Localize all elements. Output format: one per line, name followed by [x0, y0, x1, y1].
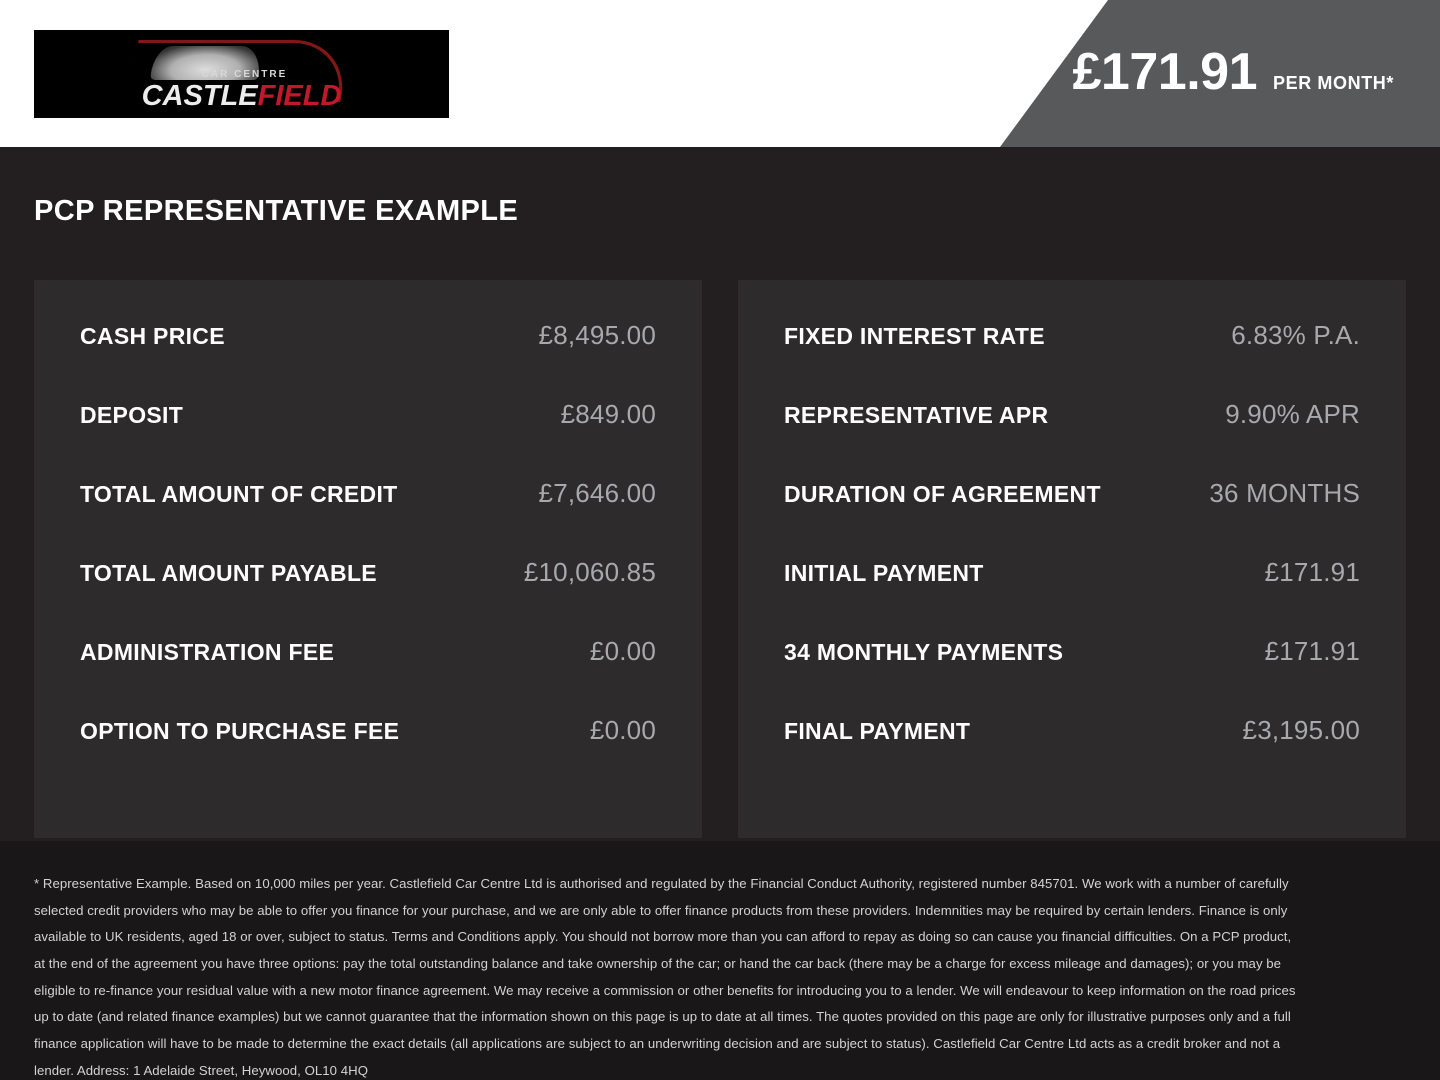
row-value: 9.90% APR: [1225, 399, 1360, 429]
table-row: [80, 399, 656, 478]
row-value: £7,646.00: [538, 478, 656, 508]
table-row: [80, 557, 656, 636]
cost-details-card: [34, 280, 702, 838]
table-row: [784, 636, 1360, 715]
row-value: £171.91: [1264, 557, 1360, 587]
logo-wordmark: [142, 82, 342, 111]
table-row: [80, 715, 656, 794]
table-row: [80, 636, 656, 715]
table-row: [784, 557, 1360, 636]
row-label: FINAL PAYMENT: [784, 718, 971, 744]
disclaimer-text: * Representative Example. Based on 10,000 miles per year. Castlefield Car Centre Ltd is authorised and regulated by the Financial Conduct Authority, registered number 845701. We work with a number of carefully selected credit providers who may be able to offer you finance for your purchase, and we are only able to offer finance products from these providers. Indemnities may be required by certain lenders. Finance is only available to UK residents, aged 18 or over, subject to status. Terms and Conditions apply. You should not borrow more than you can afford to repay as doing so can cause you financial difficulties. On a PCP product, at the end of the agreement you have three options: pay the total outstanding balance and take ownership of the car; or hand the car back (there may be a charge for excess mileage and damages); or you may be eligible to re-finance your residual value with a new motor finance agreement. We may receive a commission or other benefits for introducing you to a lender. We will endeavour to keep information on the road prices up to date (and related finance examples) but we cannot guarantee that the information shown on this page is up to date at all times. The quotes provided on this page are only for illustrative purposes only and a full finance application will have to be made to determine the exact details (all applications are subject to an underwriting decision and are subject to status). Castlefield Car Centre Ltd acts as a credit broker and not a lender. Address: 1 Adelaide Street, Heywood, OL10 4HQ: [34, 876, 1296, 1078]
row-label: REPRESENTATIVE APR: [784, 402, 1049, 428]
logo-word-castle: CASTLE: [141, 80, 258, 112]
table-row: [784, 399, 1360, 478]
terms-details-card: [738, 280, 1406, 838]
table-row: [80, 320, 656, 399]
row-value: £171.91: [1264, 636, 1360, 666]
logo-word-field: FIELD: [257, 80, 342, 112]
row-label: INITIAL PAYMENT: [784, 560, 984, 586]
table-row: [784, 320, 1360, 399]
price-period-label: PER MONTH*: [1272, 73, 1394, 93]
row-label: OPTION TO PURCHASE FEE: [80, 718, 400, 744]
row-label: ADMINISTRATION FEE: [80, 639, 335, 665]
table-row: [80, 478, 656, 557]
disclaimer-section: [0, 841, 1440, 1080]
page-header: [0, 0, 1440, 147]
row-value: 36 MONTHS: [1209, 478, 1360, 508]
table-row: [784, 478, 1360, 557]
row-label: TOTAL AMOUNT PAYABLE: [80, 560, 377, 586]
details-cards: [34, 280, 1406, 838]
headline-price: [1072, 43, 1394, 101]
logo-top-text: CAR CENTRE: [201, 69, 288, 80]
row-value: £849.00: [560, 399, 656, 429]
row-value: £0.00: [589, 636, 656, 666]
row-value: 6.83% P.A.: [1231, 320, 1360, 350]
logo-text: [34, 70, 449, 111]
row-value: £8,495.00: [538, 320, 656, 350]
logo-graphic: [34, 30, 449, 118]
page-title: PCP REPRESENTATIVE EXAMPLE: [34, 195, 519, 227]
table-row: [784, 715, 1360, 794]
main-content: [0, 147, 1440, 841]
row-label: 34 MONTHLY PAYMENTS: [784, 639, 1064, 665]
brand-logo: [34, 30, 449, 118]
row-label: DURATION OF AGREEMENT: [784, 481, 1101, 507]
row-value: £3,195.00: [1242, 715, 1360, 745]
row-value: £0.00: [589, 715, 656, 745]
row-value: £10,060.85: [523, 557, 656, 587]
row-label: TOTAL AMOUNT OF CREDIT: [80, 481, 398, 507]
row-label: FIXED INTEREST RATE: [784, 323, 1045, 349]
row-label: CASH PRICE: [80, 323, 225, 349]
row-label: DEPOSIT: [80, 402, 184, 428]
price-amount: £171.91: [1072, 43, 1257, 101]
